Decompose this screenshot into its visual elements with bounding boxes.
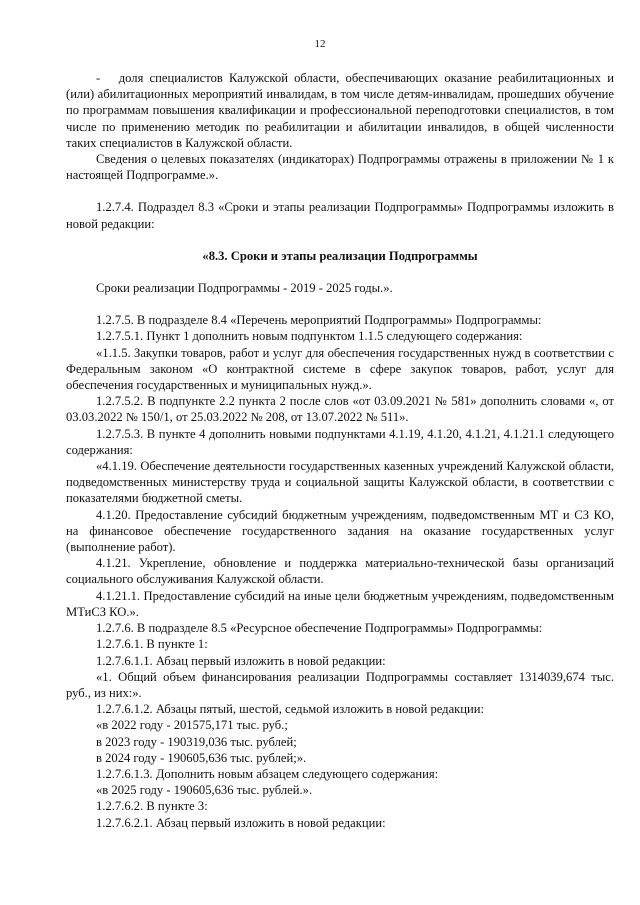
paragraph: 1.2.7.6.2. В пункте 3:: [96, 799, 208, 814]
document-body: [66, 70, 614, 831]
paragraph: 1.2.7.6.1.1. Абзац первый изложить в новой редакции:: [96, 653, 386, 668]
paragraph: 1.2.7.5.2. В подпункте 2.2 пункта 2 после слов «от 03.09.2021 № 581» дополнить словами «, от 03.03.2022 № 150/1, от 25.03.2022 № 208, от 13.07.2022 № 511».: [66, 394, 614, 425]
paragraph: в 2024 году - 190605,636 тыс. рублей;».: [96, 750, 307, 765]
paragraph: 1.2.7.6.1. В пункте 1:: [96, 637, 208, 652]
paragraph-spacer: [66, 232, 614, 248]
paragraph: Сведения о целевых показателях (индикаторах) Подпрограммы отражены в приложении № 1 к настоящей Подпрограмме.».: [66, 152, 614, 183]
paragraph: 1.2.7.5.3. В пункте 4 дополнить новыми подпунктами 4.1.19, 4.1.20, 4.1.21, 4.1.21.1 следующего содержания:: [66, 426, 614, 457]
paragraph-spacer: [66, 264, 614, 280]
page-number: 12: [314, 38, 326, 50]
paragraph-spacer: [66, 183, 614, 199]
paragraph: «1.1.5. Закупки товаров, работ и услуг для обеспечения государственных нужд в соответствии с Федеральным законом «О контрактной системе в сфере закупок товаров, работ, услуг для обеспечения государственных и муниципальных нужд.».: [66, 345, 614, 393]
paragraph: в 2023 году - 190319,036 тыс. рублей;: [96, 734, 297, 749]
paragraph: 1.2.7.5. В подразделе 8.4 «Перечень мероприятий Подпрограммы» Подпрограммы:: [96, 313, 542, 328]
paragraph: 1.2.7.6.1.2. Абзацы пятый, шестой, седьмой изложить в новой редакции:: [96, 702, 485, 717]
paragraph: 1.2.7.6.2.1. Абзац первый изложить в новой редакции:: [96, 815, 386, 830]
paragraph: 1.2.7.6.1.3. Дополнить новым абзацем следующего содержания:: [96, 766, 439, 781]
paragraph: «1. Общий объем финансирования реализации Подпрограммы составляет 1314039,674 тыс. руб., из них:».: [66, 669, 614, 700]
paragraph: «4.1.19. Обеспечение деятельности государственных казенных учреждений Калужской области, подведомственных министерству труда и социальной защиты Калужской области, в соответствии с показателями бюджетной сметы.: [66, 459, 614, 506]
paragraph-spacer: [66, 296, 614, 312]
paragraph: 4.1.21. Укрепление, обновление и поддержка материально-технической базы организаций социального обслуживания Калужской области.: [66, 556, 614, 587]
paragraph: 4.1.20. Предоставление субсидий бюджетным учреждениям, подведомственным МТ и СЗ КО, на финансовое обеспечение государственного задания на оказание государственных услуг (выполнение работ).: [66, 507, 614, 555]
paragraph: 1.2.7.4. Подраздел 8.3 «Сроки и этапы реализации Подпрограммы» Подпрограммы изложить в новой редакции:: [66, 200, 614, 231]
paragraph: «в 2025 году - 190605,636 тыс. рублей.».: [96, 783, 313, 798]
paragraph: «в 2022 году - 201575,171 тыс. руб.;: [96, 718, 288, 733]
section-heading: «8.3. Сроки и этапы реализации Подпрограммы: [202, 248, 478, 263]
paragraph: 4.1.21.1. Предоставление субсидий на иные цели бюджетным учреждениям, подведомственным МТиСЗ КО.».: [66, 588, 614, 619]
paragraph: Сроки реализации Подпрограммы - 2019 - 2025 годы.».: [96, 281, 393, 296]
paragraph: - доля специалистов Калужской области, обеспечивающих оказание реабилитационных и (или) абилитационных мероприятий инвалидам, в том числе детям-инвалидам, прошедших обучение по программам повышения квалификации и профессиональной переподготовки специалистов, в том числе по применению методик по реабилитации и абилитации инвалидов, в общей численности таких специалистов в Калужской области.: [66, 71, 614, 150]
paragraph: 1.2.7.5.1. Пункт 1 дополнить новым подпунктом 1.1.5 следующего содержания:: [96, 329, 523, 344]
paragraph: 1.2.7.6. В подразделе 8.5 «Ресурсное обеспечение Подпрограммы» Подпрограммы:: [96, 621, 543, 636]
